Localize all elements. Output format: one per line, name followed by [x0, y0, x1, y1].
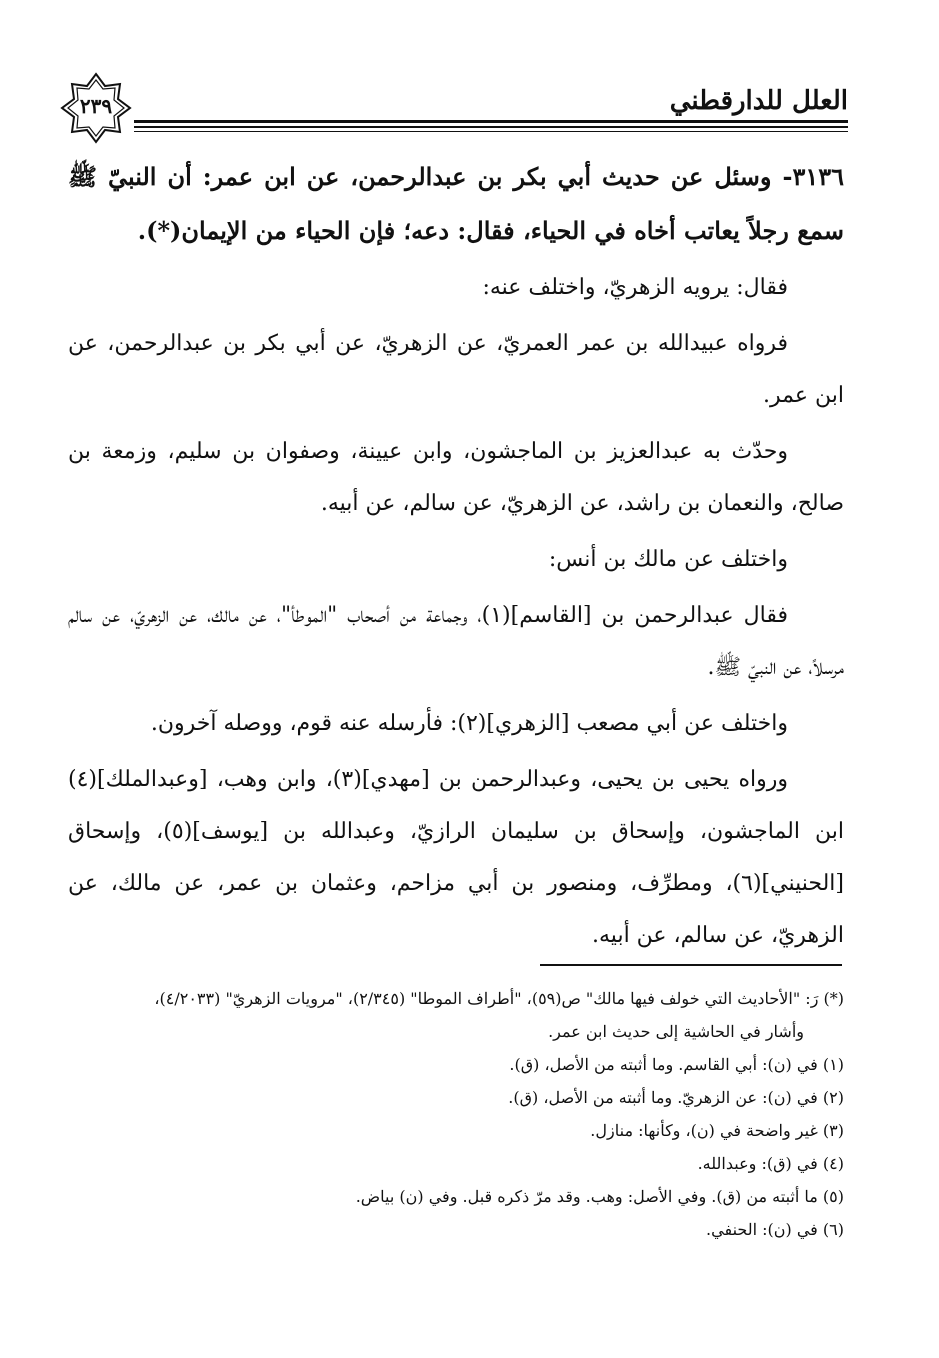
footnote: (٦) في (ن): الحنفي.	[706, 1220, 844, 1239]
footnotes	[60, 982, 844, 1246]
hadith-heading: ٣١٣٦- وسئل عن حديث أبي بكر بن عبدالرحمن، عن ابن عمر: أن النبيّ ﷺ سمع رجلاً يعاتب أخاه في الحياء، فقال: دعه؛ فإن الحياء من الإيمان(*).	[68, 162, 844, 245]
footnote: (١) في (ن): أبي القاسم. وما أثبته من الأصل، (ق).	[509, 1055, 844, 1074]
header-rule	[134, 126, 848, 128]
paragraph: واختلف عن أبي مصعب [الزهري](٢): فأرسله عنه قوم، ووصله آخرون.	[150, 711, 788, 736]
header-rule	[134, 131, 848, 132]
page-header	[60, 72, 848, 142]
footnote: (٣) غير واضحة في (ن)، وكأنها: منازل.	[590, 1121, 844, 1140]
header-rule	[134, 120, 848, 123]
paragraph: فرواه عبيدالله بن عمر العمريّ، عن الزهريّ، عن أبي بكر بن عبدالرحمن، عن ابن عمر.	[68, 331, 844, 408]
paragraph: ورواه يحيى بن يحيى، وعبدالرحمن بن [مهدي](٣)، وابن وهب، [وعبدالملك](٤) ابن الماجشون، وإسحاق بن سليمان الرازيّ، وعبدالله بن [يوسف](٥)، وإسحاق [الحنيني](٦)، ومطرِّف، ومنصور بن أبي مزاحم، وعثمان بن عمر، عن مالك، عن الزهريّ، عن سالم، عن أبيه.	[68, 767, 844, 948]
footnote: (٢) في (ن): عن الزهريّ. وما أثبته من الأصل، (ق).	[508, 1088, 844, 1107]
paragraph: وحدّث به عبدالعزيز بن الماجشون، وابن عيينة، وصفوان بن سليم، وزمعة بن صالح، والنعمان بن راشد، عن الزهريّ، عن سالم، عن أبيه.	[68, 439, 844, 516]
footnote-separator	[540, 964, 842, 966]
footnote: (٤) في (ق): وعبدالله.	[697, 1154, 844, 1173]
footnote: وأشار في الحاشية إلى حديث ابن عمر.	[548, 1022, 804, 1041]
running-title: العلل للدارقطني	[669, 86, 848, 116]
paragraph: واختلف عن مالك بن أنس:	[548, 547, 788, 572]
footnote: (*) رَ: "الأحاديث التي خولف فيها مالك" ص(٥٩)، "أطراف الموطا" (٢/٣٤٥)، "مرويات الزهريّ" (٤/٢٠٣٣)،	[154, 989, 844, 1008]
main-text	[68, 150, 844, 962]
paragraph: فقال: يرويه الزهريّ، واختلف عنه:	[482, 275, 788, 300]
paragraph: فقال عبدالرحمن بن [القاسم](١)، وجماعة من أصحاب "الموطأ"، عن مالك، عن الزهريّ، عن سالم مرسلاً، عن النبيّ ﷺ.	[68, 603, 844, 680]
page-number: ٢٣٩	[79, 94, 113, 118]
page-number-badge	[60, 72, 132, 144]
footnote: (٥) ما أثبته من (ق). وفي الأصل: وهب. وقد مرّ ذكره قبل. وفي (ن) بياض.	[355, 1187, 844, 1206]
